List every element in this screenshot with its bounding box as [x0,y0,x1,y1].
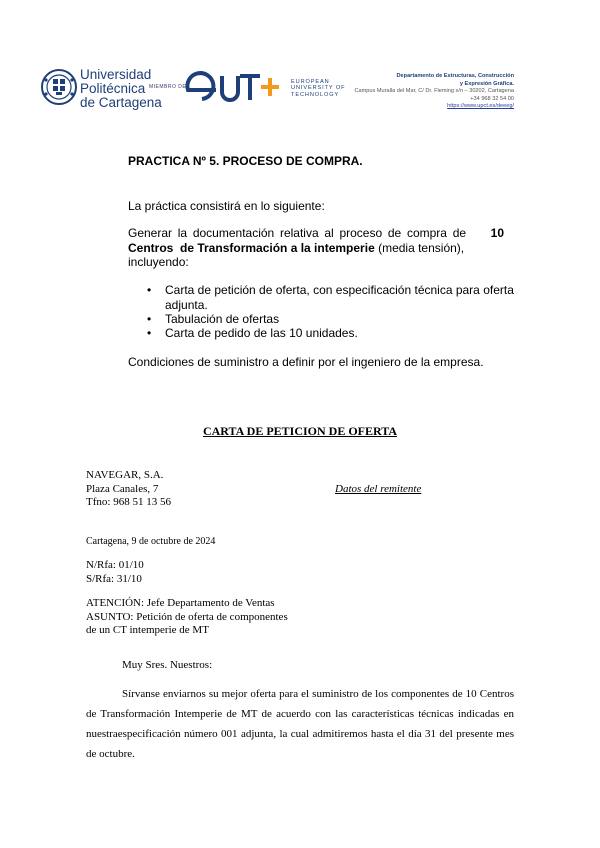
sender-line: NAVEGAR, S.A. [86,469,164,481]
letter-body [86,684,514,764]
upct-logo [40,68,78,106]
practice-conditions: Condiciones de suministro a definir por el ingeniero de la empresa. [128,355,484,369]
letter-date: Cartagena, 9 de octubre de 2024 [86,536,216,547]
eut-caption-line: EUROPEAN [291,79,330,85]
dept-line: y Expresión Gráfica. [459,80,514,87]
attention-subject [86,597,288,638]
bullet-item [165,312,279,327]
task-line [128,226,504,241]
bullet-text: adjunta. [165,297,208,312]
task-line [128,241,504,256]
bullet-icon: • [147,283,152,297]
practice-intro: La práctica consistirá en lo siguiente: [128,199,325,213]
task-bold: Centros de Transformación a la intemperie [128,240,375,255]
eut-logo-mark [182,68,288,106]
eut-caption-line: TECHNOLOGY [291,91,340,98]
bullet-icon: • [147,312,152,326]
practice-task [128,226,504,270]
dept-link[interactable]: https://www.upct.es/deeeg/ [447,103,514,110]
address-line: +34 968 32 54 00 [470,95,514,102]
body-line: Sírvanse enviarnos su mejor oferta para el suministro de los componentes de 10 Centros [122,688,514,700]
university-line: Politécnica [80,81,146,96]
practice-title: PRACTICA Nº 5. PROCESO DE COMPRA. [128,154,363,168]
attention-line: ATENCIÓN: Jefe Departamento de Ventas [86,597,275,609]
address-line: Campus Muralla del Mar, C/ Dr. Fleming s/n – 30202, Cartagena [354,88,514,95]
eut-logo [182,68,288,106]
bullet-icon: • [147,326,152,340]
bullet-text: Carta de pedido de las 10 unidades. [165,326,358,340]
reference-line: S/Rfa: 31/10 [86,572,142,585]
references [86,559,144,586]
eut-caption [291,79,346,98]
task-text: Generar la documentación relativa al proceso de compra de [128,226,472,240]
subject-line: ASUNTO: Petición de oferta de componentes [86,610,288,623]
dept-line: Departamento de Estructuras, Construcción [396,73,514,79]
body-line: nuestraespecificación número 001 adjunta, la cual admitiremos hasta el día 31 del presente mes [86,728,514,740]
letter-heading: CARTA DE PETICION DE OFERTA [202,424,398,438]
subject-line: de un CT intemperie de MT [86,624,209,636]
university-line: Universidad [80,67,152,82]
greeting: Muy Sres. Nuestros: [122,659,213,671]
bullet-item [165,283,514,312]
sender-line: Plaza Canales, 7 [86,482,159,495]
reference-line: N/Rfa: 01/10 [86,559,144,571]
body-line: de octubre. [86,748,135,760]
bullet-text: Carta de petición de oferta, con especificación técnica para oferta [165,283,514,297]
task-line: incluyendo: [128,255,189,269]
bullet-item [165,326,358,341]
department-info [355,73,515,111]
sender-note: Datos del remitente [335,483,422,495]
upct-emblem-icon [40,68,78,106]
member-label: MIEMBRO DE [149,84,187,90]
sender-block [86,469,171,510]
eut-caption-line: UNIVERSITY OF [291,85,346,92]
sender-line: Tfno: 968 51 13 56 [86,496,171,508]
task-text: (media tensión), [374,240,465,255]
task-bold: 10 [490,226,504,240]
body-line: de Transformación Intemperie de MT de acuerdo con las características técnicas indicadas en [86,708,514,720]
university-line: de Cartagena [80,95,162,110]
bullet-text: Tabulación de ofertas [165,312,280,326]
